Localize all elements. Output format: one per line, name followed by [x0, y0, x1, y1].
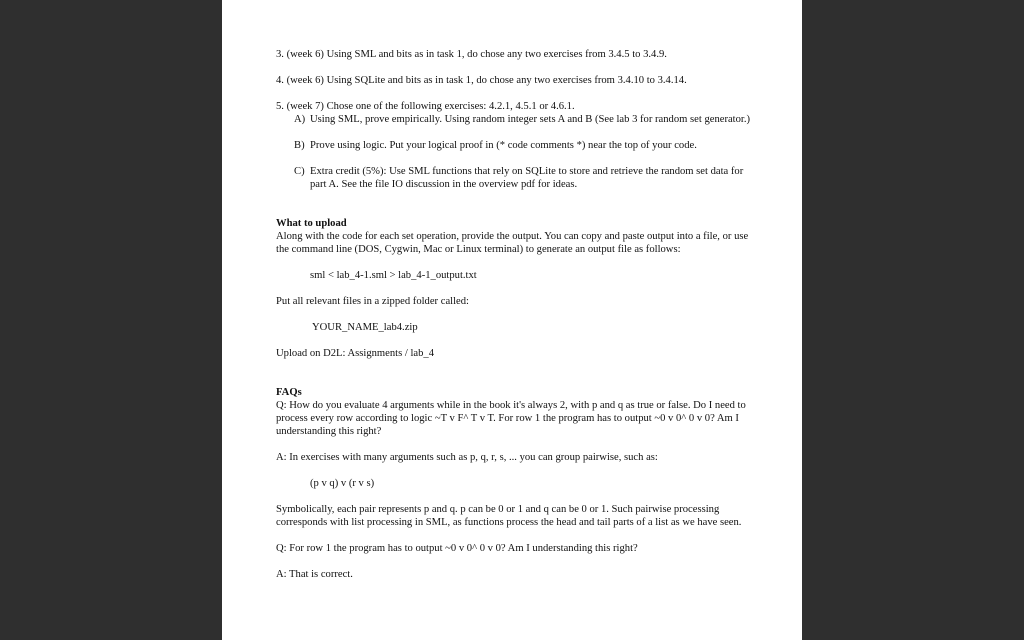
sub-item-c-label: C): [294, 166, 305, 177]
faqs-heading: FAQs: [276, 387, 302, 398]
zip-intro: Put all relevant files in a zipped folder called:: [276, 296, 469, 307]
faq-answer-1: A: In exercises with many arguments such as p, q, r, s, ... you can group pairwise, such as:: [276, 452, 658, 463]
document-page: [222, 0, 802, 640]
exercise-item-3: 3. (week 6) Using SML and bits as in task 1, do chose any two exercises from 3.4.5 to 3.4.9.: [276, 49, 667, 60]
sub-item-a: [276, 113, 752, 126]
faq-question-1: Q: How do you evaluate 4 arguments while in the book it's always 2, with p and q as true or false. Do I need to process every row according to logic ~T v F^ T v T. For row 1 the program has to output ~0 v 0^ 0 v 0? Am I understanding this right?: [276, 400, 746, 437]
zip-name: YOUR_NAME_lab4.zip: [312, 322, 418, 333]
upload-command: sml < lab_4-1.sml > lab_4-1_output.txt: [310, 270, 477, 281]
sub-item-b-label: B): [294, 140, 305, 151]
sub-item-a-label: A): [294, 114, 306, 125]
faq-question-2: Q: For row 1 the program has to output ~0 v 0^ 0 v 0? Am I understanding this right?: [276, 543, 638, 554]
upload-intro: Along with the code for each set operation, provide the output. You can copy and paste output into a file, or use the command line (DOS, Cygwin, Mac or Linux terminal) to generate an output file as follows:: [276, 231, 749, 255]
faq-answer-2: A: That is correct.: [276, 569, 353, 580]
upload-destination: Upload on D2L: Assignments / lab_4: [276, 348, 435, 359]
sub-item-b-text: Prove using logic. Put your logical proof in (* code comments *) near the top of your code.: [310, 140, 697, 151]
upload-heading: What to upload: [276, 218, 347, 229]
sub-item-b: [276, 139, 752, 152]
faq-answer-1-example: (p v q) v (r v s): [310, 478, 375, 489]
sub-item-c: [276, 165, 752, 191]
exercise-item-4: 4. (week 6) Using SQLite and bits as in task 1, do chose any two exercises from 3.4.10 to 3.4.14.: [276, 75, 687, 86]
exercise-item-5: 5. (week 7) Chose one of the following exercises: 4.2.1, 4.5.1 or 4.6.1.: [276, 101, 575, 112]
sub-item-a-text: Using SML, prove empirically. Using random integer sets A and B (See lab 3 for random set generator.): [310, 114, 751, 125]
faq-answer-1-followup: Symbolically, each pair represents p and q. p can be 0 or 1 and q can be 0 or 1. Such pairwise processing corresponds with list processing in SML, as functions process the head and tail parts of a list as we have seen.: [276, 504, 742, 528]
document-content: [276, 48, 752, 581]
sub-item-c-text: Extra credit (5%): Use SML functions that rely on SQLite to store and retrieve the random set data for part A. See the file IO discussion in the overview pdf for ideas.: [310, 166, 744, 190]
